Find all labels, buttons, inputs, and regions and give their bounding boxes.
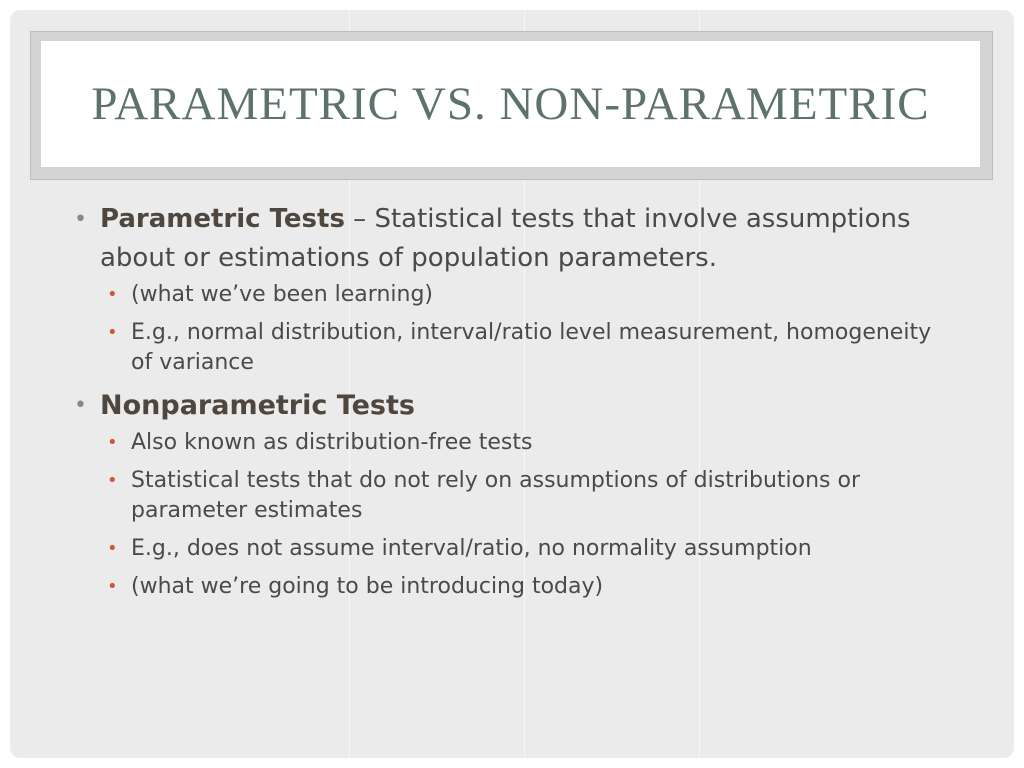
sub-bullet-text: Also known as distribution-free tests (131, 430, 533, 455)
bullet-dot-icon: • (107, 576, 118, 597)
sub-bullet-item (105, 466, 952, 526)
sub-bullet-text: Statistical tests that do not rely on assumptions of distributions or parameter estimates (131, 468, 860, 523)
bullet-item (72, 386, 952, 426)
title-box (41, 41, 980, 167)
bullet-term: Parametric Tests (100, 204, 345, 234)
slide (10, 10, 1014, 758)
sub-bullet-item (105, 572, 952, 602)
sub-bullet-text: (what we’ve been learning) (131, 282, 433, 307)
bullet-term: Nonparametric Tests (100, 390, 415, 421)
sub-bullet-text: (what we’re going to be introducing today) (131, 574, 604, 599)
bullet-item (72, 200, 952, 278)
sub-bullet-item (105, 318, 952, 378)
sub-bullet-list (105, 428, 952, 602)
bullet-dot-icon: • (74, 393, 87, 418)
sub-bullet-item (105, 428, 952, 458)
bullet-dot-icon: • (107, 470, 118, 491)
bullet-dot-icon: • (107, 538, 118, 559)
slide-content (72, 200, 952, 610)
bullet-dot-icon: • (107, 432, 118, 453)
bullet-dot-icon: • (74, 207, 87, 232)
slide-title: PARAMETRIC VS. NON-PARAMETRIC (91, 78, 930, 130)
bullet-dot-icon: • (107, 284, 118, 305)
sub-bullet-item (105, 534, 952, 564)
sub-bullet-text: E.g., does not assume interval/ratio, no normality assumption (131, 536, 812, 561)
bullet-dot-icon: • (107, 322, 118, 343)
sub-bullet-item (105, 280, 952, 310)
sub-bullet-list (105, 280, 952, 378)
bullet-text: – Statistical tests that involve assumptions about or estimations of population parameters. (100, 204, 911, 273)
sub-bullet-text: E.g., normal distribution, interval/ratio level measurement, homogeneity of variance (131, 320, 932, 375)
